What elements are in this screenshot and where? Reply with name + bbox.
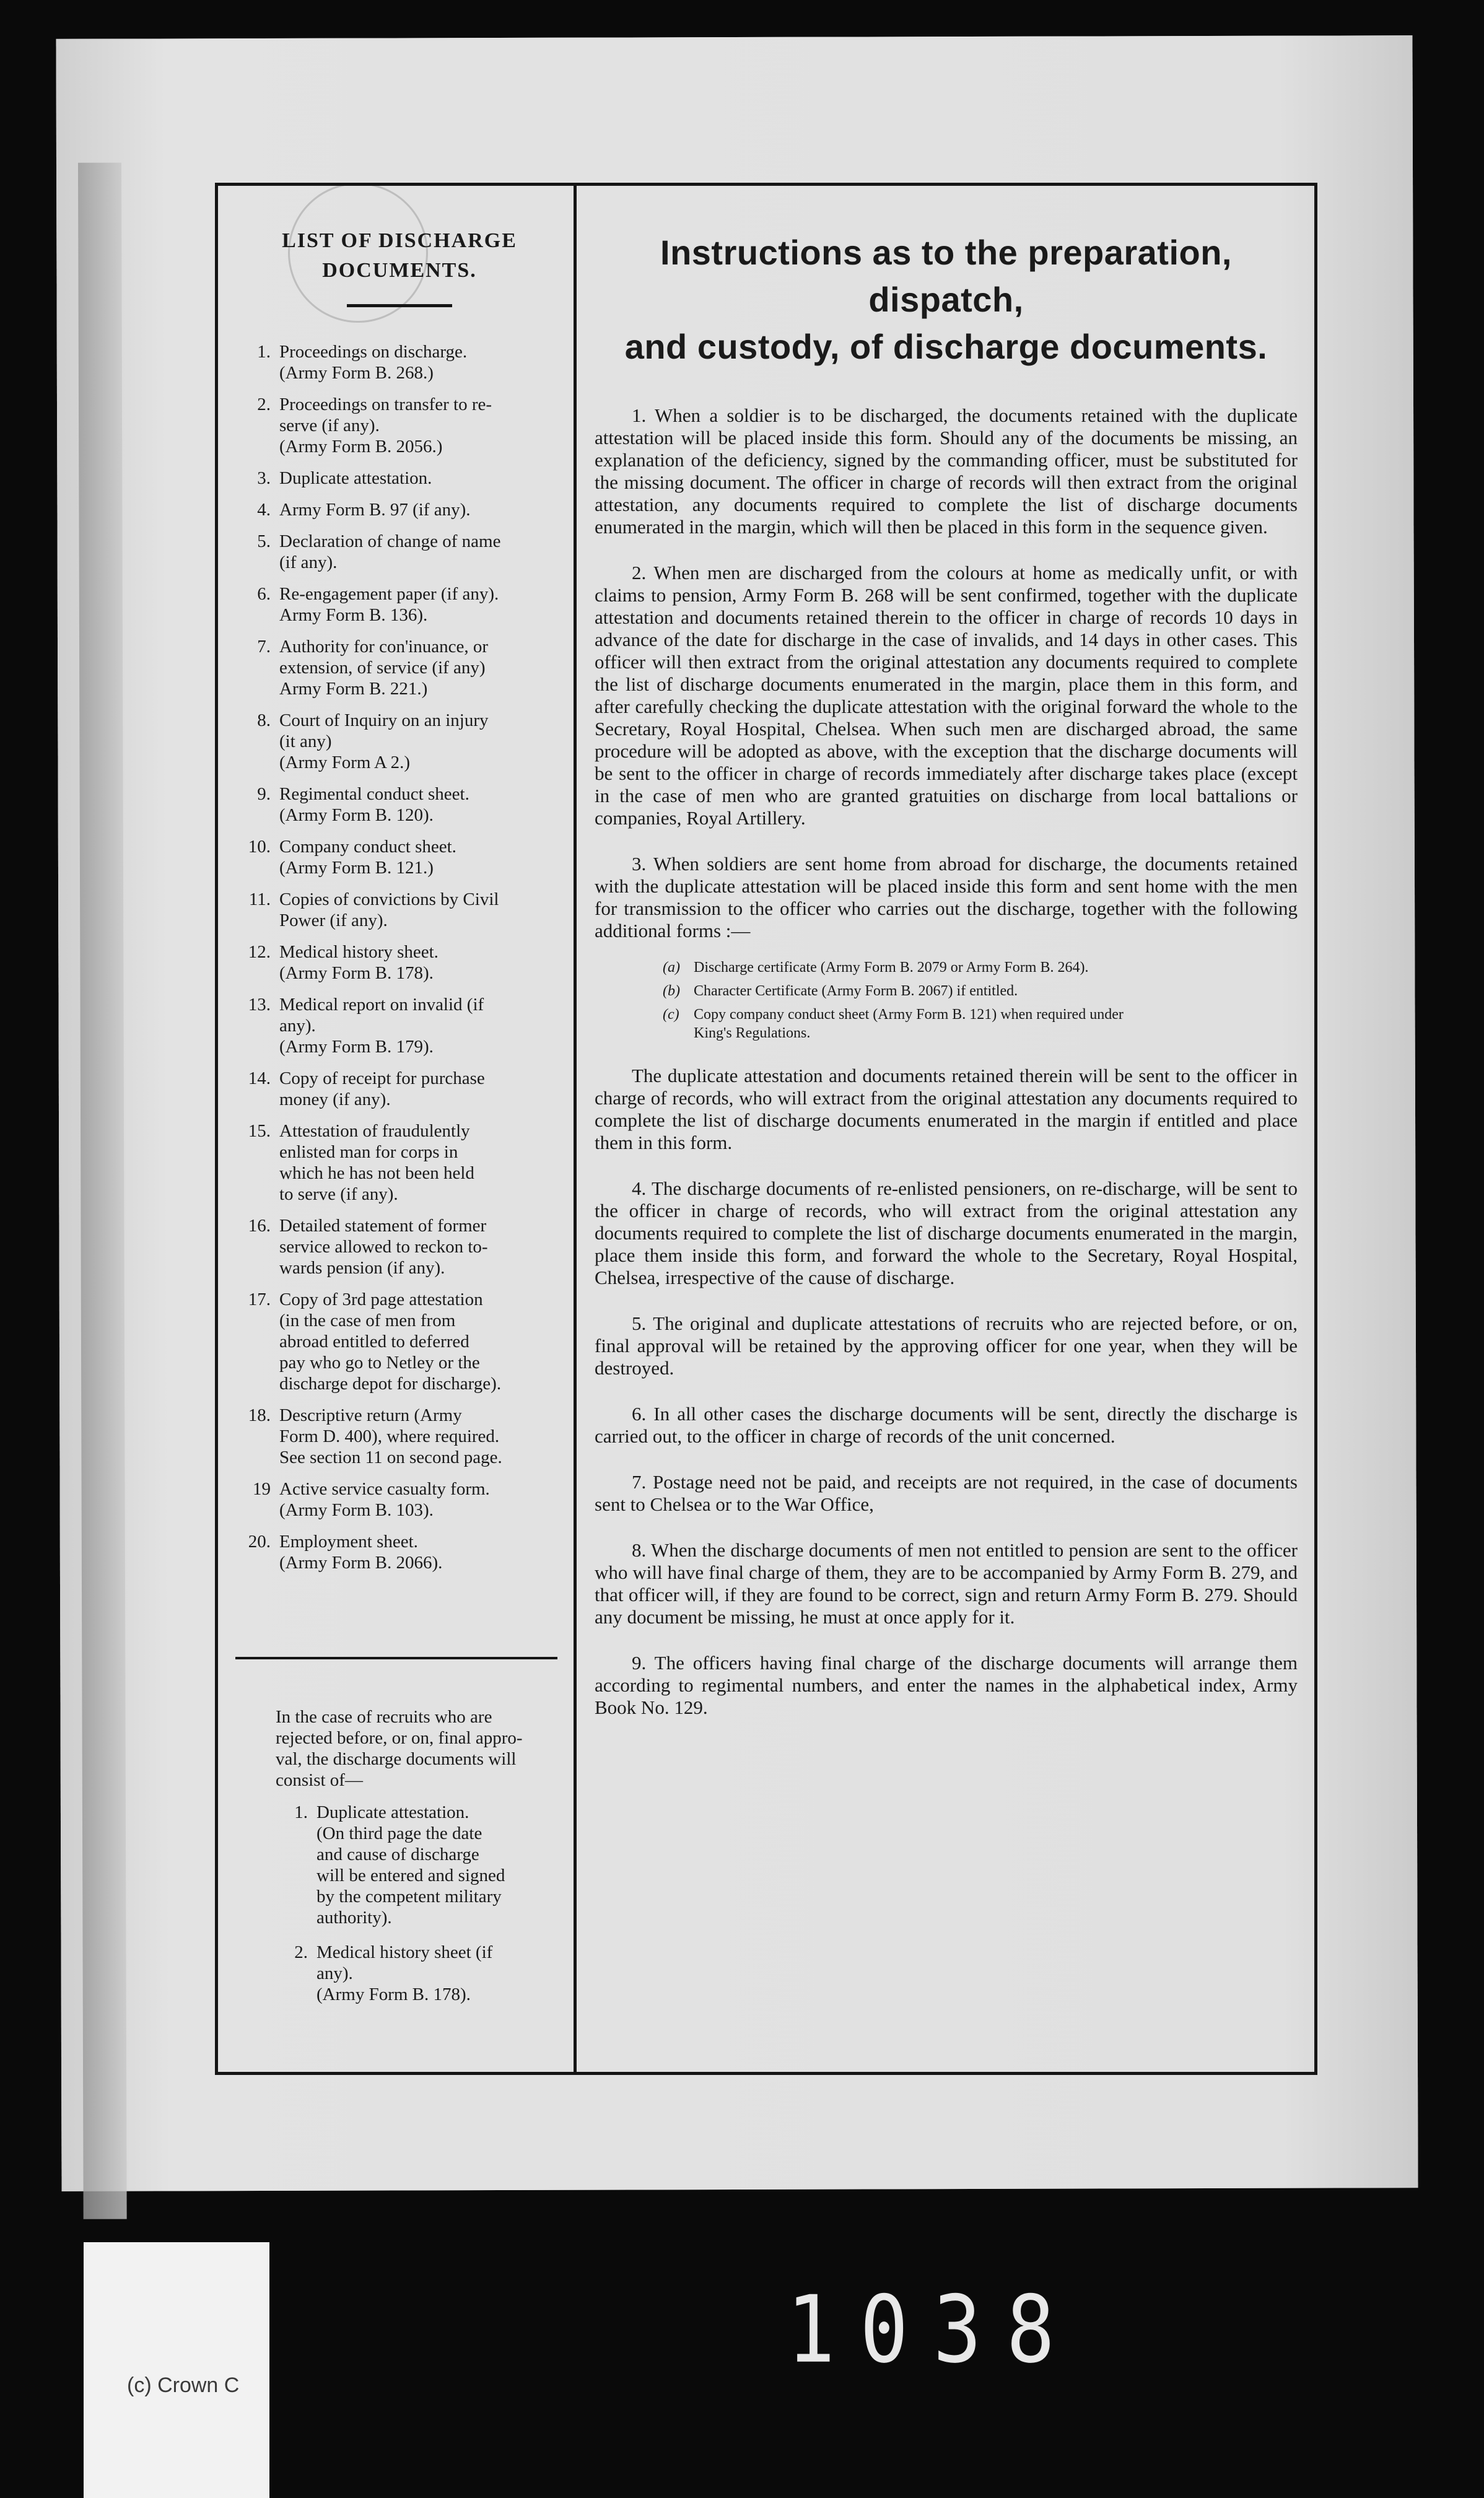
folio-number: 1038 xyxy=(787,2275,1080,2384)
recruits-items xyxy=(276,1802,561,2005)
instruction-paragraph: 5. The original and duplicate attestations of recruits who are rejected before, or on, final approval will be retained by the approving officer for one year, when they will be destroyed. xyxy=(595,1312,1298,1379)
document-item-text: Attestation of fraudulently enlisted man for corps in which he has not been held to serve (if any). xyxy=(279,1121,474,1204)
document-item-number: 2. xyxy=(257,395,271,414)
document-item-number: 7. xyxy=(257,637,271,657)
document-item-text: Copies of convictions by Civil Power (if any). xyxy=(279,889,499,930)
additional-forms-list xyxy=(663,958,1298,1042)
instruction-paragraph: 6. In all other cases the discharge documents will be sent, directly the discharge is carried out, to the officer in charge of records of the unit concerned. xyxy=(595,1403,1298,1447)
document-item-number: 11. xyxy=(248,889,271,909)
document-item-text: Army Form B. 97 (if any). xyxy=(279,500,471,520)
instructions-paragraphs-continued xyxy=(595,1065,1298,1719)
document-item-text: Authority for con'inuance, or extension, of service (if any) Army Form B. 221.) xyxy=(279,637,489,699)
document-item-text: Active service casualty form. (Army Form B. 103). xyxy=(279,1479,490,1520)
instruction-paragraph: 4. The discharge documents of re-enlisted pensioners, on re-discharge, will be sent to the officer in charge of records, who will extract from the original attestation any documents required to complete the list of discharge documents enumerated in the margin, place them inside this form, and forward the whole to the Secretary, Royal Hospital, Chelsea, irrespective of the cause of discharge. xyxy=(595,1177,1298,1288)
instruction-paragraph: 3. When soldiers are sent home from abroad for discharge, the documents retained with the duplicate attestation will be placed inside this form and sent home with the men for transmission to the officer who carries out the discharge, together with the following additional forms :— xyxy=(595,853,1298,941)
document-item xyxy=(238,836,561,878)
document-item-text: Copy of receipt for purchase money (if any). xyxy=(279,1068,485,1109)
recruit-item xyxy=(276,1942,561,2005)
document-item xyxy=(238,1531,561,1573)
document-item xyxy=(238,1405,561,1468)
document-item-text: Proceedings on transfer to re- serve (if any). (Army Form B. 2056.) xyxy=(279,395,492,456)
form-label: (a) xyxy=(663,959,680,976)
document-item-number: 5. xyxy=(257,531,271,551)
document-item-number: 3. xyxy=(257,468,271,488)
recruits-intro: In the case of recruits who are rejected before, or on, final appro- val, the discharge documents will consist of— xyxy=(276,1707,523,1790)
document-item xyxy=(238,941,561,984)
document-item-number: 8. xyxy=(257,710,271,730)
document-item-text: Company conduct sheet. (Army Form B. 121.) xyxy=(279,837,456,878)
document-item-text: Re-engagement paper (if any). Army Form B. 136). xyxy=(279,584,499,625)
instruction-paragraph: 2. When men are discharged from the colours at home as medically unfit, or with claims to pension, Army Form B. 268 will be sent confirmed, together with the duplicate attestation and documents retained therein to the officer in charge of records 10 days in advance of the date for discharge in the case of invalids, and 14 days in other cases. This officer will then extract from the original attestation any documents required to complete the list of discharge documents enumerated in the margin, place them in this form, and after carefully checking the duplicate attestation with the original forward the whole to the Secretary, Royal Hospital, Chelsea. When such men are discharged abroad, the same procedure will be adopted as above, with the exception that the discharge documents will be sent to the officer in charge of records immediately after discharge takes place (except in the case of men who are granted gratuities on discharge from local battalions or companies, Royal Artillery. xyxy=(595,562,1298,829)
document-item-number: 15. xyxy=(248,1121,271,1141)
document-item-number: 18. xyxy=(248,1405,271,1425)
column-divider xyxy=(574,183,577,2075)
document-item-text: Duplicate attestation. xyxy=(279,468,432,488)
document-item-number: 1. xyxy=(257,342,271,362)
document-item-number: 19 xyxy=(253,1479,271,1499)
document-item xyxy=(238,889,561,931)
recruit-item-number: 1. xyxy=(294,1802,308,1822)
recruits-section xyxy=(276,1706,561,2019)
document-item xyxy=(238,583,561,626)
document-item xyxy=(238,499,561,520)
document-item-text: Medical history sheet. (Army Form B. 178). xyxy=(279,942,439,983)
document-item-text: Detailed statement of former service allowed to reckon to- wards pension (if any). xyxy=(279,1216,488,1278)
document-item xyxy=(238,394,561,457)
instruction-paragraph: 1. When a soldier is to be discharged, the documents retained with the duplicate attestation will be placed inside this form. Should any of the documents be missing, an explanation of the deficiency, signed by the commanding officer, must be substituted for the missing document. The officer in charge of records will then extract from the original attestation, any documents required to complete the list of discharge documents enumerated in the margin, which will then be placed in this form in the sequence given. xyxy=(595,404,1298,538)
document-item xyxy=(238,1068,561,1110)
instruction-paragraph: 8. When the discharge documents of men not entitled to pension are sent to the officer who will have final charge of them, they are to be accompanied by Army Form B. 279, and that officer will, if they are found to be correct, sign and return Army Form B. 279. Should any document be missing, he must at once apply for it. xyxy=(595,1539,1298,1628)
document-item xyxy=(238,341,561,383)
instructions-heading: Instructions as to the preparation, dispatch, and custody, of discharge documents. xyxy=(624,233,1268,366)
document-item-text: Court of Inquiry on an injury (it any) (Army Form A 2.) xyxy=(279,710,489,772)
document-item-text: Regimental conduct sheet. (Army Form B. 120). xyxy=(279,784,469,825)
instructions-paragraphs xyxy=(595,404,1298,942)
recruit-item-number: 2. xyxy=(294,1942,308,1962)
instruction-paragraph: 7. Postage need not be paid, and receipts are not required, in the case of documents sent to Chelsea or to the War Office, xyxy=(595,1471,1298,1515)
document-item-number: 10. xyxy=(248,837,271,857)
document-item xyxy=(238,468,561,489)
copyright-watermark: (c) Crown C xyxy=(127,2374,240,2397)
document-item xyxy=(238,710,561,773)
document-item-number: 12. xyxy=(248,942,271,962)
document-item-text: Copy of 3rd page attestation (in the case of men from abroad entitled to deferred pay who go to Netley or the discharge depot for discharge). xyxy=(279,1290,502,1394)
document-item-number: 20. xyxy=(248,1532,271,1552)
form-text: Discharge certificate (Army Form B. 2079 or Army Form B. 264). xyxy=(694,959,1089,976)
form-text: Copy company conduct sheet (Army Form B. 121) when required under King's Regulations. xyxy=(694,1007,1124,1041)
document-item-number: 16. xyxy=(248,1216,271,1236)
document-item xyxy=(238,1289,561,1394)
additional-form-item xyxy=(663,982,1298,1000)
document-item-text: Employment sheet. (Army Form B. 2066). xyxy=(279,1532,443,1573)
form-text: Character Certificate (Army Form B. 2067) if entitled. xyxy=(694,983,1018,999)
form-label: (b) xyxy=(663,983,680,999)
instruction-paragraph: The duplicate attestation and documents retained therein will be sent to the officer in charge of records, who will extract from the original attestation any documents required to complete the list of discharge documents enumerated in the margin if entitled and place them in this form. xyxy=(595,1065,1298,1153)
document-items xyxy=(238,341,561,1573)
document-item xyxy=(238,531,561,573)
title-rule xyxy=(347,304,452,307)
document-item-number: 13. xyxy=(248,995,271,1015)
document-item xyxy=(238,1120,561,1205)
document-item-number: 4. xyxy=(257,500,271,520)
document-item xyxy=(238,994,561,1057)
document-item-text: Declaration of change of name (if any). xyxy=(279,531,501,572)
document-item-number: 17. xyxy=(248,1290,271,1309)
recruit-item-text: Medical history sheet (if any). (Army Form B. 178). xyxy=(316,1942,493,2004)
form-label: (c) xyxy=(663,1007,679,1023)
discharge-documents-list xyxy=(238,226,561,1584)
section-rule xyxy=(235,1657,557,1659)
document-item-number: 9. xyxy=(257,784,271,804)
recruit-item-text: Duplicate attestation. (On third page the date and cause of discharge will be entered and signed by the competent military authority). xyxy=(316,1802,505,1928)
document-item-number: 6. xyxy=(257,584,271,604)
list-title: LIST OF DISCHARGE DOCUMENTS. xyxy=(282,229,517,282)
document-item xyxy=(238,1478,561,1521)
document-item xyxy=(238,636,561,699)
instruction-paragraph: 9. The officers having final charge of the discharge documents will arrange them according to regimental numbers, and enter the names in the alphabetical index, Army Book No. 129. xyxy=(595,1652,1298,1718)
document-item-text: Medical report on invalid (if any). (Army Form B. 179). xyxy=(279,995,484,1057)
document-item xyxy=(238,1215,561,1278)
instructions-section xyxy=(595,229,1298,1742)
additional-form-item xyxy=(663,958,1298,977)
document-item-number: 14. xyxy=(248,1068,271,1088)
document-item-text: Descriptive return (Army Form D. 400), where required. See section 11 on second page. xyxy=(279,1405,502,1467)
page-edge-shadow xyxy=(78,163,127,2219)
document-item xyxy=(238,784,561,826)
archive-label xyxy=(84,2242,269,2498)
recruit-item xyxy=(276,1802,561,1928)
document-item-text: Proceedings on discharge. (Army Form B. 268.) xyxy=(279,342,468,383)
additional-form-item xyxy=(663,1005,1298,1042)
